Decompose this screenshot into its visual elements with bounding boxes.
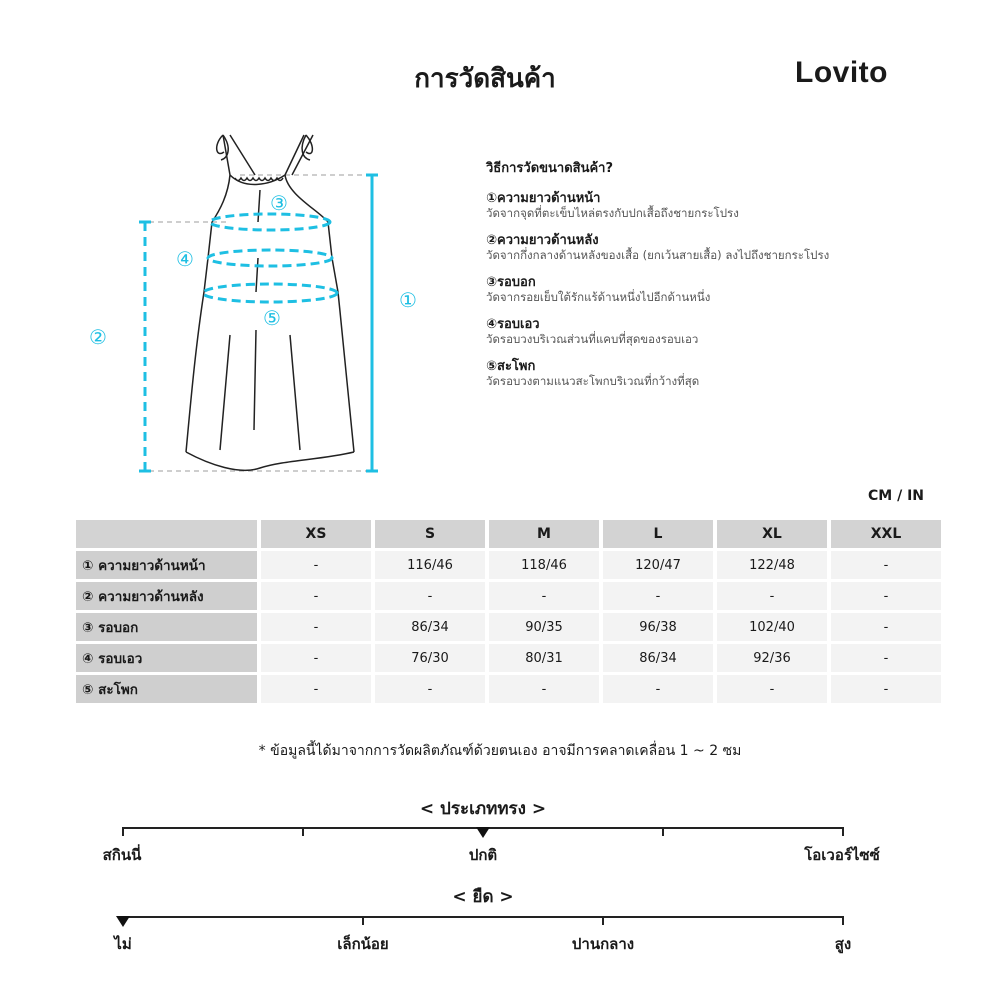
measurement-note: * ข้อมูลนี้ได้มาจากการวัดผลิตภัณฑ์ด้วยตนเอง อาจมีการคลาดเคลื่อน 1 ~ 2 ซม [258,743,742,759]
fit-scale-title: < ประเภททรง > [419,799,547,819]
bust-ellipse [210,214,330,230]
instruction-item [486,234,946,262]
size-header: S [375,520,485,548]
table-cell: - [831,613,941,641]
table-corner-cell [76,520,257,548]
table-cell: - [261,613,371,641]
marker-front-length: ① [399,288,417,312]
stretch-scale-tick [602,916,604,925]
table-row [76,551,941,579]
table-cell: - [603,582,713,610]
size-header: M [489,520,599,548]
table-cell: 90/35 [489,613,599,641]
marker-back-length: ② [89,325,107,349]
table-cell: - [831,551,941,579]
page-title: การวัดสินค้า [414,64,556,94]
fit-scale-tick [302,827,304,836]
fit-scale-label: โอเวอร์ไซซ์ [804,846,880,864]
table-cell: - [603,675,713,703]
row-label: ⑤ สะโพก [76,675,257,703]
hip-ellipse [203,284,337,302]
table-cell: 92/36 [717,644,827,672]
table-cell: - [831,582,941,610]
table-cell: 116/46 [375,551,485,579]
size-chart-table [72,517,945,706]
table-cell: 118/46 [489,551,599,579]
instruction-desc: วัดจากจุดที่ตะเข็บไหล่ตรงกับปกเสื้อถึงชายกระโปรง [486,205,739,220]
table-cell: - [831,675,941,703]
table-cell: - [831,644,941,672]
table-cell: - [261,675,371,703]
row-label: ③ รอบอก [76,613,257,641]
table-row [76,675,941,703]
instruction-desc: วัดรอบวงตามแนวสะโพกบริเวณที่กว้างที่สุด [486,373,700,388]
stretch-scale-label: ปานกลาง [571,935,635,953]
table-cell: - [717,675,827,703]
fit-scale-tick [662,827,664,836]
table-cell: 96/38 [603,613,713,641]
stretch-scale-tick [362,916,364,925]
table-row [76,613,941,641]
table-cell: - [261,551,371,579]
brand-logo: Lovito [795,56,888,89]
dress-outline [186,135,354,470]
instruction-title: ④รอบเอว [486,317,540,332]
instructions-heading: วิธีการวัดขนาดสินค้า? [486,161,614,176]
stretch-scale-line [122,916,844,918]
size-header: L [603,520,713,548]
table-cell: 86/34 [375,613,485,641]
dress-measurement-diagram [80,130,440,480]
fit-selected-marker-icon [476,827,490,838]
unit-label: CM / IN [868,488,924,504]
instruction-title: ⑤สะโพก [486,359,536,374]
instruction-item [486,318,946,346]
table-cell: - [489,582,599,610]
table-cell: - [261,582,371,610]
table-row [76,582,941,610]
instruction-item [486,276,946,304]
fit-scale-tick [842,827,844,836]
marker-hip: ⑤ [263,306,281,330]
table-header-row [76,520,941,548]
table-cell: - [261,644,371,672]
fit-scale-label: สกินนี่ [102,846,142,864]
table-cell: 80/31 [489,644,599,672]
table-cell: - [717,582,827,610]
row-label: ④ รอบเอว [76,644,257,672]
table-cell: 102/40 [717,613,827,641]
marker-waist: ④ [176,247,194,271]
table-cell: - [489,675,599,703]
size-header: XXL [831,520,941,548]
table-cell: 120/47 [603,551,713,579]
size-header: XS [261,520,371,548]
table-cell: 122/48 [717,551,827,579]
table-cell: 86/34 [603,644,713,672]
size-header: XL [717,520,827,548]
instruction-desc: วัดรอบวงบริเวณส่วนที่แคบที่สุดของรอบเอว [486,331,699,346]
stretch-scale-title: < ยืด > [452,887,514,907]
table-cell: - [375,582,485,610]
instruction-title: ②ความยาวด้านหลัง [486,233,599,248]
table-row [76,644,941,672]
stretch-scale-label: ไม่ [114,935,132,953]
stretch-scale-tick [842,916,844,925]
instruction-title: ①ความยาวด้านหน้า [486,191,601,206]
stretch-selected-marker-icon [116,916,130,927]
table-cell: - [375,675,485,703]
stretch-scale-label: เล็กน้อย [337,935,389,953]
fit-scale-label: ปกติ [468,846,498,864]
instruction-title: ③รอบอก [486,275,536,290]
instruction-desc: วัดจากรอยเย็บใต้รักแร้ด้านหนึ่งไปอีกด้านหนึ่ง [486,289,711,304]
waist-ellipse [208,250,332,266]
table-cell: 76/30 [375,644,485,672]
row-label: ② ความยาวด้านหลัง [76,582,257,610]
instruction-item [486,192,946,220]
fit-scale-tick [122,827,124,836]
instruction-item [486,360,946,388]
marker-bust: ③ [270,191,288,215]
instruction-desc: วัดจากกึ่งกลางด้านหลังของเสื้อ (ยกเว้นสายเสื้อ) ลงไปถึงชายกระโปรง [486,247,830,262]
stretch-scale-label: สูง [834,935,852,953]
row-label: ① ความยาวด้านหน้า [76,551,257,579]
